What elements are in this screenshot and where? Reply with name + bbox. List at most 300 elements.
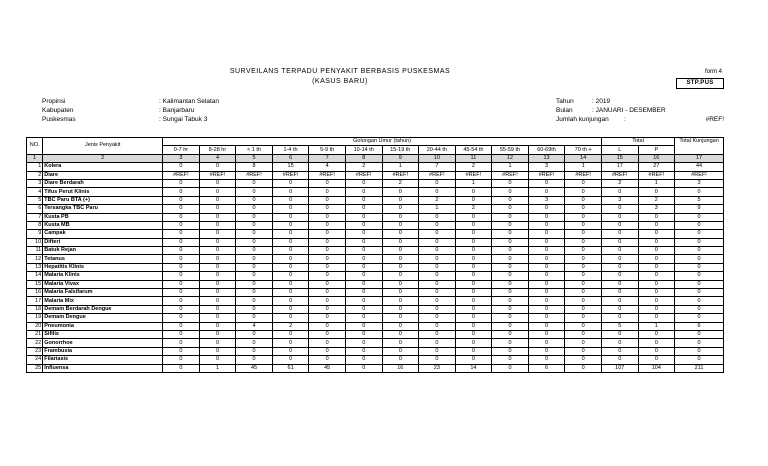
column-number-cell: 5 xyxy=(236,154,273,162)
case-count-cell: 0 xyxy=(199,179,236,187)
case-count-cell: 0 xyxy=(528,297,565,305)
case-count-cell: 0 xyxy=(601,247,638,255)
case-count-cell: 0 xyxy=(565,364,602,372)
case-count-cell: 0 xyxy=(565,356,602,364)
case-count-cell: 0 xyxy=(272,230,309,238)
case-count-cell: 0 xyxy=(528,205,565,213)
case-count-cell: 0 xyxy=(382,356,419,364)
case-count-cell: 0 xyxy=(419,356,456,364)
case-count-cell: 0 xyxy=(565,263,602,271)
case-count-cell: 3 xyxy=(528,163,565,171)
case-count-cell: 0 xyxy=(675,305,724,313)
case-count-cell: 0 xyxy=(638,314,675,322)
case-count-cell: 0 xyxy=(345,297,382,305)
case-count-cell: 0 xyxy=(419,188,456,196)
row-number: 10 xyxy=(27,238,43,246)
case-count-cell: 0 xyxy=(309,247,346,255)
case-count-cell: 0 xyxy=(601,339,638,347)
case-count-cell: 0 xyxy=(199,339,236,347)
case-count-cell: 0 xyxy=(345,247,382,255)
case-count-cell: 0 xyxy=(345,221,382,229)
case-count-cell: #REF! xyxy=(199,171,236,179)
case-count-cell: 0 xyxy=(675,247,724,255)
case-count-cell: #REF! xyxy=(565,171,602,179)
case-count-cell: 7 xyxy=(419,163,456,171)
case-count-cell: 0 xyxy=(272,272,309,280)
case-count-cell: 0 xyxy=(419,297,456,305)
case-count-cell: 0 xyxy=(163,213,200,221)
case-count-cell: 0 xyxy=(236,263,273,271)
case-count-cell: 0 xyxy=(199,347,236,355)
case-count-cell: 0 xyxy=(309,289,346,297)
column-number-cell: 1 xyxy=(27,154,43,162)
meta-key: Kabupaten xyxy=(42,107,74,114)
case-count-cell: 0 xyxy=(236,330,273,338)
row-number: 18 xyxy=(27,305,43,313)
column-number-cell: 12 xyxy=(492,154,529,162)
case-count-cell: 8 xyxy=(236,163,273,171)
case-count-cell: 0 xyxy=(236,196,273,204)
case-count-cell: 0 xyxy=(382,230,419,238)
column-number-cell: 16 xyxy=(638,154,675,162)
case-count-cell: 0 xyxy=(419,339,456,347)
case-count-cell: 0 xyxy=(382,238,419,246)
case-count-cell: 0 xyxy=(455,347,492,355)
header-total-visits: Total Kunjungan xyxy=(675,138,724,146)
case-count-cell: 0 xyxy=(382,289,419,297)
case-count-cell: 0 xyxy=(565,289,602,297)
case-count-cell: 14 xyxy=(455,364,492,372)
disease-name: Frambusia xyxy=(43,347,163,355)
case-count-cell: 0 xyxy=(382,255,419,263)
row-number: 16 xyxy=(27,289,43,297)
table-row xyxy=(27,272,724,280)
case-count-cell: #REF! xyxy=(455,171,492,179)
row-number: 22 xyxy=(27,339,43,347)
case-count-cell: 0 xyxy=(455,188,492,196)
case-count-cell: 0 xyxy=(675,280,724,288)
case-count-cell: 0 xyxy=(272,356,309,364)
column-number-cell: 4 xyxy=(199,154,236,162)
case-count-cell: 0 xyxy=(309,179,346,187)
case-count-cell: 0 xyxy=(236,247,273,255)
case-count-cell: 0 xyxy=(236,272,273,280)
disease-table xyxy=(26,137,724,373)
disease-name: Hepatitis Klinis xyxy=(43,263,163,271)
case-count-cell: 0 xyxy=(492,280,529,288)
case-count-cell: 0 xyxy=(272,255,309,263)
case-count-cell: 0 xyxy=(492,347,529,355)
case-count-cell: 0 xyxy=(236,179,273,187)
case-count-cell: 15 xyxy=(272,163,309,171)
case-count-cell: 0 xyxy=(528,339,565,347)
case-count-cell: 0 xyxy=(163,297,200,305)
case-count-cell: 0 xyxy=(345,364,382,372)
disease-name: Campak xyxy=(43,230,163,238)
case-count-cell: 6 xyxy=(528,364,565,372)
case-count-cell: 0 xyxy=(345,330,382,338)
column-number-cell: 17 xyxy=(675,154,724,162)
case-count-cell: 0 xyxy=(309,188,346,196)
case-count-cell: 0 xyxy=(455,305,492,313)
case-count-cell: 0 xyxy=(236,221,273,229)
case-count-cell: 0 xyxy=(492,213,529,221)
case-count-cell: 0 xyxy=(236,280,273,288)
case-count-cell: 0 xyxy=(419,221,456,229)
case-count-cell: 0 xyxy=(272,188,309,196)
column-number-cell: 13 xyxy=(528,154,565,162)
header-age-column: 10-14 th xyxy=(345,146,382,154)
case-count-cell: 0 xyxy=(528,263,565,271)
case-count-cell: 0 xyxy=(345,339,382,347)
case-count-cell: 0 xyxy=(309,297,346,305)
meta-value: : Sungai Tabuk 3 xyxy=(159,116,208,123)
disease-name: Malaria Vivax xyxy=(43,280,163,288)
table-row xyxy=(27,188,724,196)
case-count-cell: 0 xyxy=(163,230,200,238)
case-count-cell: 0 xyxy=(419,179,456,187)
case-count-cell: 0 xyxy=(309,196,346,204)
case-count-cell: 0 xyxy=(638,347,675,355)
row-number: 4 xyxy=(27,188,43,196)
case-count-cell: 0 xyxy=(528,188,565,196)
case-count-cell: 0 xyxy=(601,289,638,297)
case-count-cell: 0 xyxy=(419,213,456,221)
case-count-cell: 0 xyxy=(199,330,236,338)
case-count-cell: 0 xyxy=(565,221,602,229)
row-number: 1 xyxy=(27,163,43,171)
case-count-cell: 0 xyxy=(163,263,200,271)
case-count-cell: 0 xyxy=(199,196,236,204)
case-count-cell: 0 xyxy=(236,230,273,238)
case-count-cell: 0 xyxy=(236,188,273,196)
case-count-cell: 0 xyxy=(455,230,492,238)
case-count-cell: 0 xyxy=(492,272,529,280)
case-count-cell: 0 xyxy=(345,255,382,263)
case-count-cell: 0 xyxy=(345,280,382,288)
case-count-cell: 0 xyxy=(272,179,309,187)
case-count-cell: 0 xyxy=(419,280,456,288)
case-count-cell: 0 xyxy=(455,322,492,330)
case-count-cell: 0 xyxy=(492,297,529,305)
case-count-cell: 0 xyxy=(163,322,200,330)
case-count-cell: 0 xyxy=(199,230,236,238)
case-count-cell: 0 xyxy=(528,305,565,313)
case-count-cell: #REF! xyxy=(638,171,675,179)
case-count-cell: 0 xyxy=(455,272,492,280)
case-count-cell: 0 xyxy=(163,347,200,355)
case-count-cell: 0 xyxy=(528,289,565,297)
row-number: 2 xyxy=(27,171,43,179)
row-number: 9 xyxy=(27,230,43,238)
case-count-cell: 0 xyxy=(236,205,273,213)
case-count-cell: 1 xyxy=(382,163,419,171)
case-count-cell: 0 xyxy=(528,179,565,187)
row-number: 13 xyxy=(27,263,43,271)
table-row xyxy=(27,230,724,238)
case-count-cell: 0 xyxy=(309,230,346,238)
case-count-cell: 0 xyxy=(565,330,602,338)
disease-name: Demam Dengue xyxy=(43,314,163,322)
row-number: 5 xyxy=(27,196,43,204)
case-count-cell: 0 xyxy=(675,297,724,305)
table-row xyxy=(27,280,724,288)
case-count-cell: 0 xyxy=(675,289,724,297)
case-count-cell: 0 xyxy=(565,213,602,221)
case-count-cell: 0 xyxy=(492,255,529,263)
case-count-cell: 0 xyxy=(199,263,236,271)
report-title: SURVEILANS TERPADU PENYAKIT BERBASIS PUSKESMAS xyxy=(229,68,451,75)
case-count-cell: 0 xyxy=(309,213,346,221)
header-age-column: 5-9 th xyxy=(309,146,346,154)
case-count-cell: 0 xyxy=(382,297,419,305)
case-count-cell: 0 xyxy=(272,339,309,347)
case-count-cell: 0 xyxy=(272,247,309,255)
case-count-cell: 4 xyxy=(236,322,273,330)
case-count-cell: 0 xyxy=(455,221,492,229)
case-count-cell: 0 xyxy=(492,230,529,238)
meta-value: : JANUARI - DESEMBER xyxy=(592,107,666,114)
table-row xyxy=(27,163,724,171)
case-count-cell: 0 xyxy=(419,322,456,330)
case-count-cell: 0 xyxy=(455,247,492,255)
case-count-cell: 0 xyxy=(272,330,309,338)
case-count-cell: 0 xyxy=(345,263,382,271)
case-count-cell: 0 xyxy=(199,280,236,288)
case-count-cell: 27 xyxy=(638,163,675,171)
case-count-cell: 0 xyxy=(601,238,638,246)
meta-key: Puskesmas xyxy=(42,116,76,123)
case-count-cell: 0 xyxy=(199,247,236,255)
case-count-cell: 0 xyxy=(345,347,382,355)
case-count-cell: 0 xyxy=(163,314,200,322)
meta-value: : Kalimantan Selatan xyxy=(159,98,219,105)
case-count-cell: 0 xyxy=(272,280,309,288)
case-count-cell: 0 xyxy=(345,289,382,297)
case-count-cell: 0 xyxy=(565,339,602,347)
case-count-cell: 0 xyxy=(236,255,273,263)
case-count-cell: 0 xyxy=(199,272,236,280)
header-age-column: 60-69th xyxy=(528,146,565,154)
case-count-cell: 0 xyxy=(492,322,529,330)
disease-name: Pneumonia xyxy=(43,322,163,330)
case-count-cell: #REF! xyxy=(601,171,638,179)
disease-name: Kusta PB xyxy=(43,213,163,221)
case-count-cell: 0 xyxy=(345,205,382,213)
case-count-cell: 0 xyxy=(236,297,273,305)
case-count-cell: 0 xyxy=(528,213,565,221)
row-number: 11 xyxy=(27,247,43,255)
case-count-cell: 0 xyxy=(675,221,724,229)
case-count-cell: #REF! xyxy=(236,171,273,179)
case-count-cell: 0 xyxy=(492,205,529,213)
case-count-cell: 0 xyxy=(163,289,200,297)
disease-name: Filariasis xyxy=(43,356,163,364)
case-count-cell: 0 xyxy=(163,272,200,280)
table-row xyxy=(27,339,724,347)
case-count-cell: 2 xyxy=(419,196,456,204)
case-count-cell: 0 xyxy=(199,163,236,171)
case-count-cell: 6 xyxy=(675,322,724,330)
case-count-cell: 0 xyxy=(163,305,200,313)
case-count-cell: 0 xyxy=(675,255,724,263)
case-count-cell: 0 xyxy=(492,238,529,246)
case-count-cell: 0 xyxy=(528,322,565,330)
case-count-cell: 0 xyxy=(528,272,565,280)
row-number: 12 xyxy=(27,255,43,263)
case-count-cell: 0 xyxy=(492,364,529,372)
case-count-cell: 0 xyxy=(565,314,602,322)
case-count-cell: 0 xyxy=(675,339,724,347)
case-count-cell: 0 xyxy=(675,238,724,246)
case-count-cell: 0 xyxy=(638,330,675,338)
case-count-cell: 0 xyxy=(199,297,236,305)
case-count-cell: 0 xyxy=(309,330,346,338)
case-count-cell: 0 xyxy=(638,255,675,263)
case-count-cell: 0 xyxy=(455,255,492,263)
case-count-cell: 0 xyxy=(272,347,309,355)
header-total: Total xyxy=(601,138,674,146)
case-count-cell: 0 xyxy=(199,221,236,229)
case-count-cell: 0 xyxy=(309,205,346,213)
case-count-cell: 0 xyxy=(565,205,602,213)
case-count-cell: 5 xyxy=(675,196,724,204)
case-count-cell: 0 xyxy=(638,339,675,347)
case-count-cell: 0 xyxy=(382,221,419,229)
case-count-cell: 0 xyxy=(382,247,419,255)
case-count-cell: 0 xyxy=(309,305,346,313)
meta-key: Propinsi xyxy=(42,98,66,105)
header-total-visits-spacer xyxy=(675,146,724,154)
case-count-cell: 0 xyxy=(528,238,565,246)
case-count-cell: 0 xyxy=(163,179,200,187)
case-count-cell: #REF! xyxy=(345,171,382,179)
case-count-cell: 0 xyxy=(163,330,200,338)
row-number: 19 xyxy=(27,314,43,322)
header-disease-name: Jenis Penyakit xyxy=(43,138,163,155)
case-count-cell: 2 xyxy=(272,322,309,330)
case-count-cell: #REF! xyxy=(163,171,200,179)
case-count-cell: 45 xyxy=(236,364,273,372)
case-count-cell: 0 xyxy=(163,339,200,347)
header-age-column: 55-59 th xyxy=(492,146,529,154)
form-code-box: STP.PUS xyxy=(676,78,724,89)
case-count-cell: 0 xyxy=(199,305,236,313)
case-count-cell: 0 xyxy=(528,330,565,338)
case-count-cell: 0 xyxy=(638,188,675,196)
case-count-cell: 0 xyxy=(309,339,346,347)
case-count-cell: 0 xyxy=(382,314,419,322)
case-count-cell: 0 xyxy=(455,330,492,338)
case-count-cell: 0 xyxy=(601,230,638,238)
case-count-cell: 0 xyxy=(675,230,724,238)
case-count-cell: 0 xyxy=(199,289,236,297)
case-count-cell: 0 xyxy=(638,280,675,288)
case-count-cell: 0 xyxy=(345,305,382,313)
table-row xyxy=(27,171,724,179)
case-count-cell: 0 xyxy=(163,196,200,204)
case-count-cell: 0 xyxy=(565,297,602,305)
disease-name: Batuk Rejan xyxy=(43,247,163,255)
table-row xyxy=(27,347,724,355)
case-count-cell: 0 xyxy=(236,347,273,355)
case-count-cell: 0 xyxy=(492,330,529,338)
case-count-cell: 0 xyxy=(492,188,529,196)
case-count-cell: 0 xyxy=(528,280,565,288)
case-count-cell: 0 xyxy=(272,238,309,246)
meta-extra-value: #REF! xyxy=(705,116,724,123)
meta-key: Tahun xyxy=(556,98,574,105)
disease-name: Sifilis xyxy=(43,330,163,338)
column-number-row xyxy=(27,154,724,162)
case-count-cell: 0 xyxy=(638,221,675,229)
row-number: 17 xyxy=(27,297,43,305)
disease-name: Diare xyxy=(43,171,163,179)
case-count-cell: 1 xyxy=(638,179,675,187)
table-row xyxy=(27,289,724,297)
case-count-cell: 4 xyxy=(309,163,346,171)
case-count-cell: 0 xyxy=(309,238,346,246)
case-count-cell: 0 xyxy=(382,205,419,213)
case-count-cell: 0 xyxy=(565,238,602,246)
meta-left xyxy=(42,97,219,124)
case-count-cell: 0 xyxy=(419,247,456,255)
case-count-cell: 0 xyxy=(236,356,273,364)
case-count-cell: 0 xyxy=(565,305,602,313)
case-count-cell: 0 xyxy=(163,238,200,246)
case-count-cell: 23 xyxy=(419,364,456,372)
case-count-cell: 0 xyxy=(565,179,602,187)
case-count-cell: 0 xyxy=(419,272,456,280)
case-count-cell: 1 xyxy=(419,205,456,213)
disease-name: Gonorrhoe xyxy=(43,339,163,347)
meta-right xyxy=(556,97,724,124)
header-age-column: 8-28 hr xyxy=(199,146,236,154)
case-count-cell: 0 xyxy=(272,221,309,229)
disease-name: Malaria Mix xyxy=(43,297,163,305)
case-count-cell: 2 xyxy=(455,205,492,213)
header-age-column: < 1 th xyxy=(236,146,273,154)
case-count-cell: 0 xyxy=(272,205,309,213)
case-count-cell: 0 xyxy=(309,221,346,229)
case-count-cell: #REF! xyxy=(675,171,724,179)
case-count-cell: 0 xyxy=(601,221,638,229)
case-count-cell: 0 xyxy=(236,213,273,221)
column-number-cell: 15 xyxy=(601,154,638,162)
case-count-cell: 0 xyxy=(565,230,602,238)
case-count-cell: 0 xyxy=(601,356,638,364)
case-count-cell: #REF! xyxy=(272,171,309,179)
row-number: 3 xyxy=(27,179,43,187)
case-count-cell: 0 xyxy=(309,356,346,364)
case-count-cell: 0 xyxy=(601,297,638,305)
case-count-cell: 1 xyxy=(565,163,602,171)
case-count-cell: 0 xyxy=(163,255,200,263)
case-count-cell: 0 xyxy=(382,347,419,355)
case-count-cell: 0 xyxy=(309,263,346,271)
case-count-cell: #REF! xyxy=(419,171,456,179)
row-number: 25 xyxy=(27,364,43,372)
column-number-cell: 11 xyxy=(455,154,492,162)
case-count-cell: 3 xyxy=(601,196,638,204)
case-count-cell: 0 xyxy=(163,205,200,213)
case-count-cell: 0 xyxy=(675,263,724,271)
case-count-cell: 0 xyxy=(638,356,675,364)
disease-name: Kolera xyxy=(43,163,163,171)
case-count-cell: 0 xyxy=(309,280,346,288)
case-count-cell: 0 xyxy=(272,196,309,204)
disease-name: Tifus Perut Klinis xyxy=(43,188,163,196)
